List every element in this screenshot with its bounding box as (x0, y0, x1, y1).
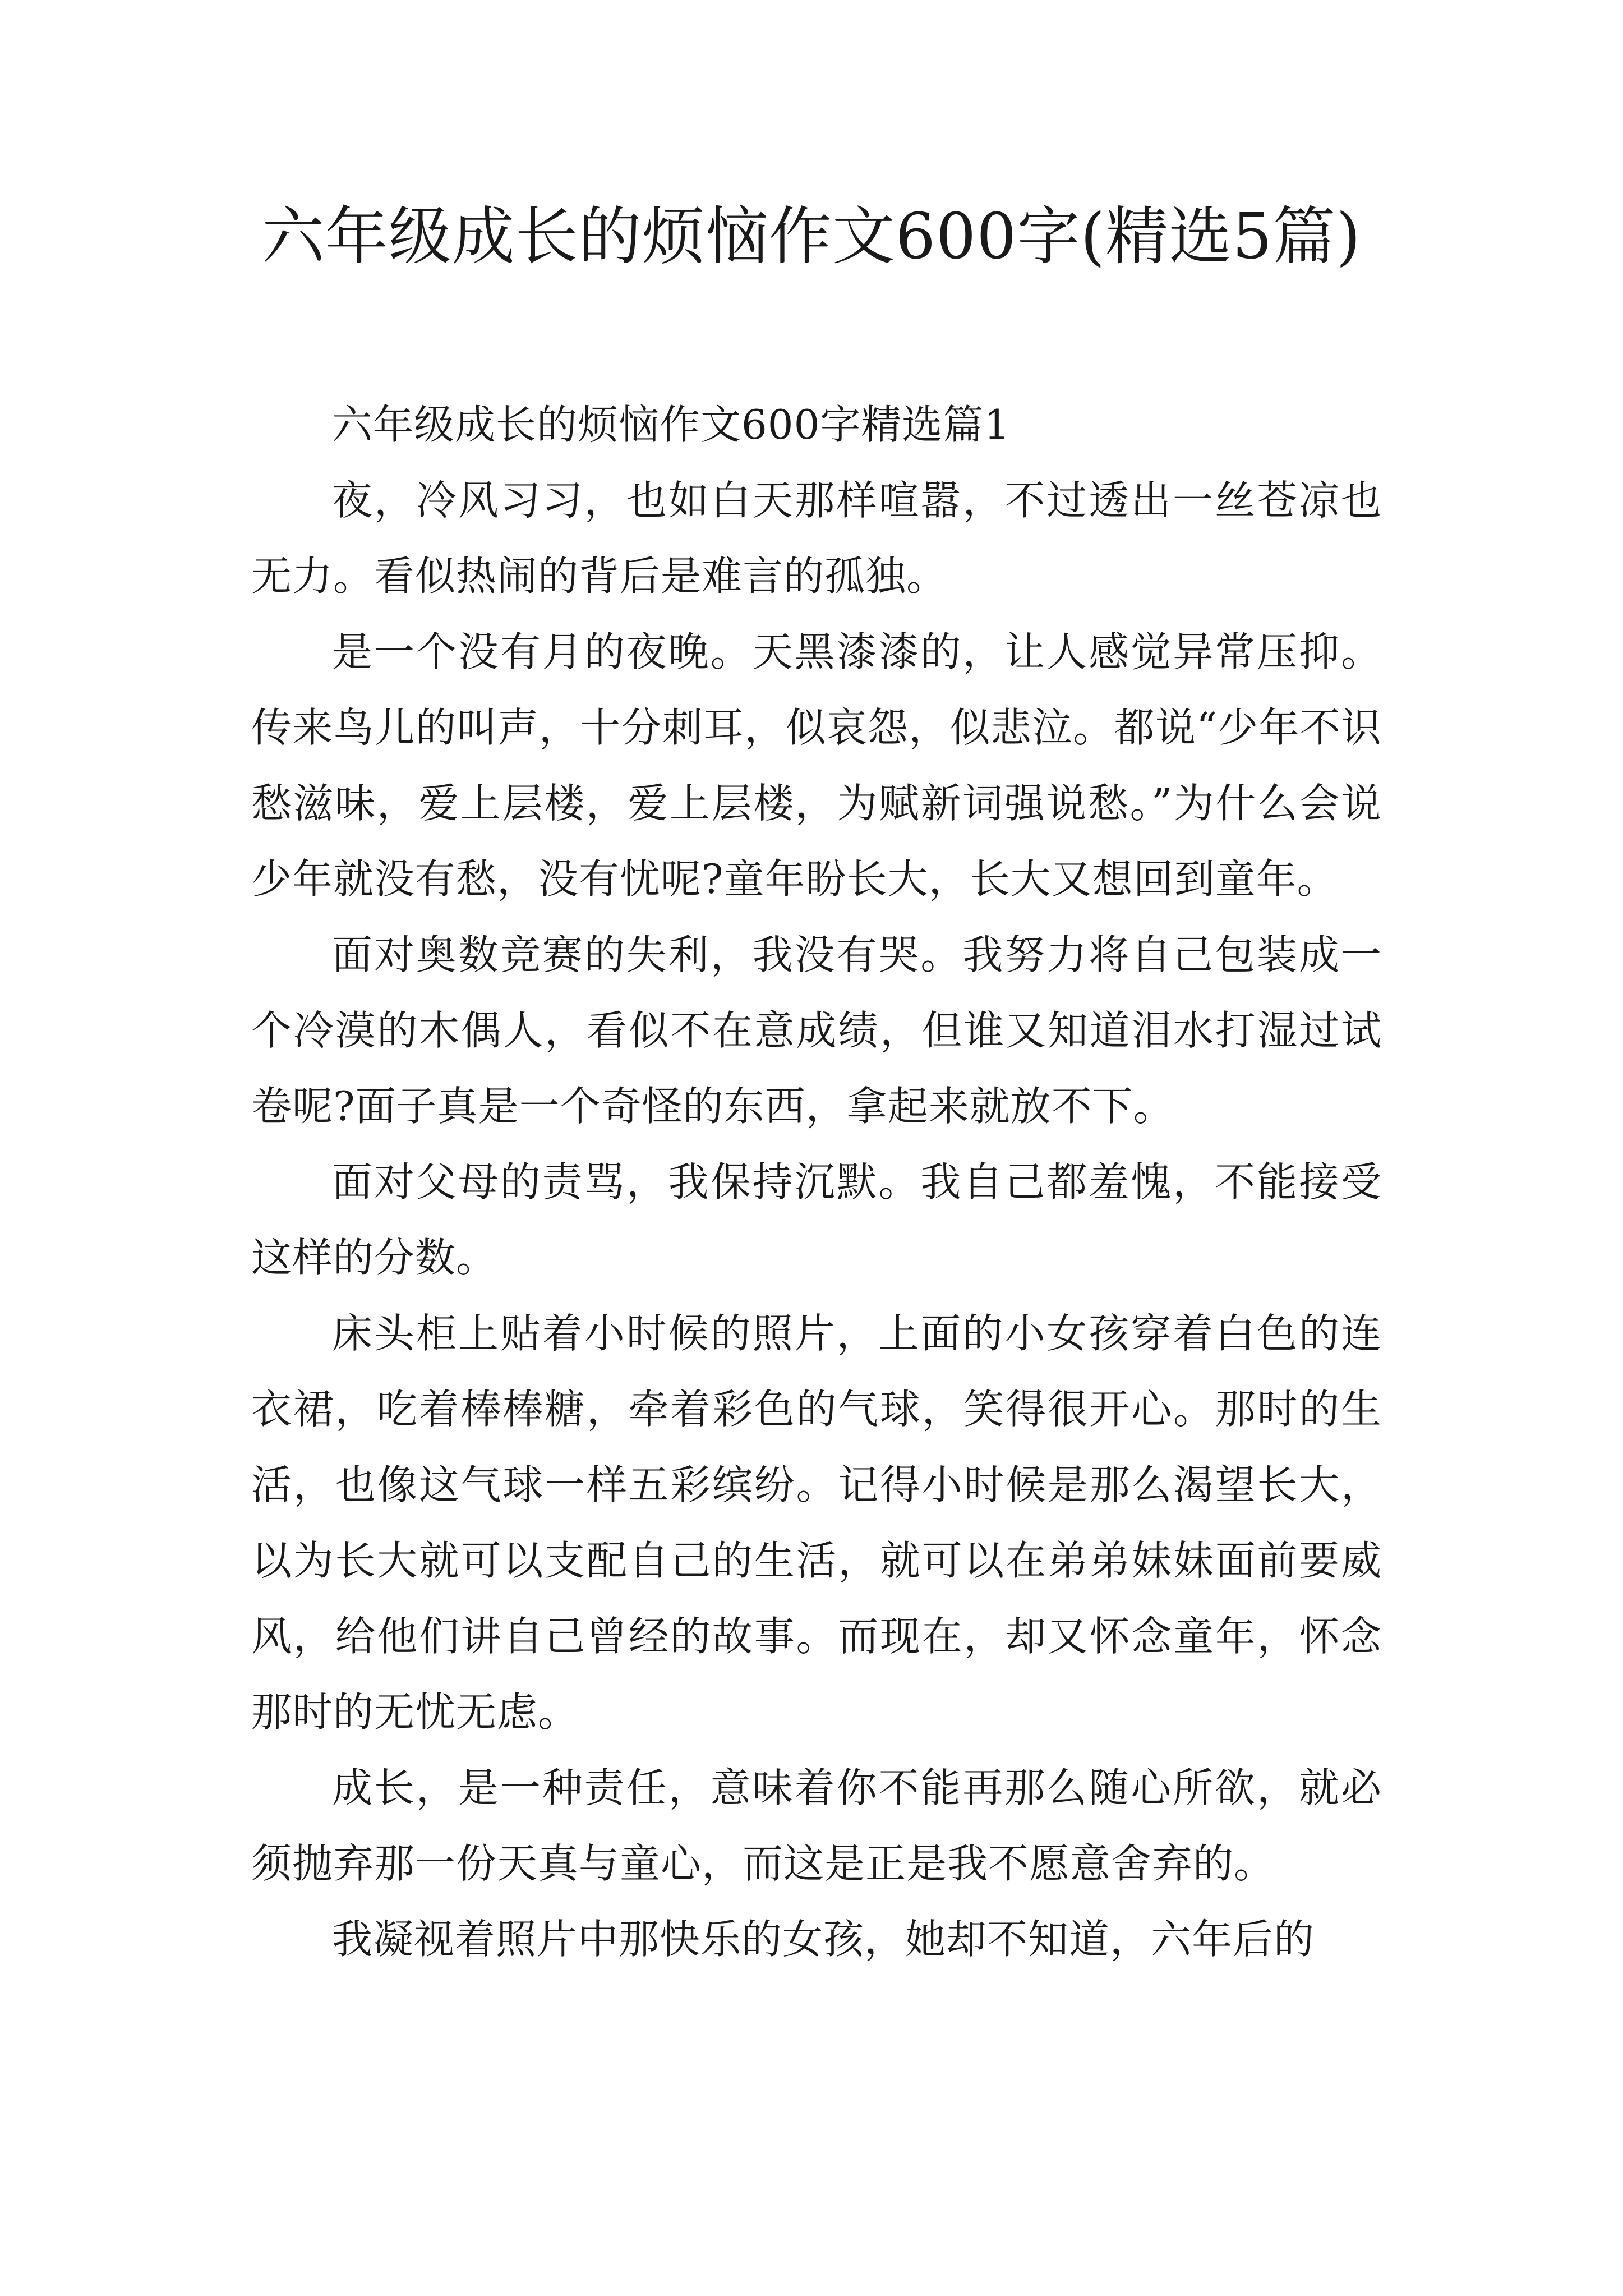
paragraph: 我凝视着照片中那快乐的女孩，她却不知道，六年后的 (332, 1916, 1315, 1963)
section-heading: 六年级成长的烦恼作文600字精选篇1 (332, 401, 1011, 448)
paragraph: 是一个没有月的夜晚。天黑漆漆的，让人感觉异常压抑。传来鸟儿的叫声，十分刺耳，似哀怨，似悲泣。都说“少年不识愁滋味，爱上层楼，爱上层楼，为赋新词强说愁。”为什么会说少年就没有愁，没有忧呢?童年盼长大，长大又想回到童年。 (251, 628, 1382, 903)
paragraph: 面对奥数竞赛的失利，我没有哭。我努力将自己包装成一个冷漠的木偶人，看似不在意成绩，但谁又知道泪水打湿过试卷呢?面子真是一个奇怪的东西，拿起来就放不下。 (251, 931, 1382, 1130)
paragraph: 成长，是一种责任，意味着你不能再那么随心所欲，就必须抛弃那一份天真与童心，而这是正是我不愿意舍弃的。 (251, 1764, 1382, 1887)
paragraph: 面对父母的责骂，我保持沉默。我自己都羞愧，不能接受这样的分数。 (251, 1158, 1382, 1281)
document-body (251, 387, 1382, 1977)
paragraph: 夜，冷风习习，也如白天那样喧嚣，不过透出一丝苍凉也无力。看似热闹的背后是难言的孤独。 (251, 477, 1382, 600)
document-title: 六年级成长的烦恼作文600字(精选5篇) (261, 200, 1362, 273)
paragraph: 床头柜上贴着小时候的照片，上面的小女孩穿着白色的连衣裙，吃着棒棒糖，牵着彩色的气球，笑得很开心。那时的生活，也像这气球一样五彩缤纷。记得小时候是那么渴望长大，以为长大就可以支配自己的生活，就可以在弟弟妹妹面前要威风，给他们讲自己曾经的故事。而现在，却又怀念童年，怀念那时的无忧无虑。 (251, 1310, 1382, 1736)
